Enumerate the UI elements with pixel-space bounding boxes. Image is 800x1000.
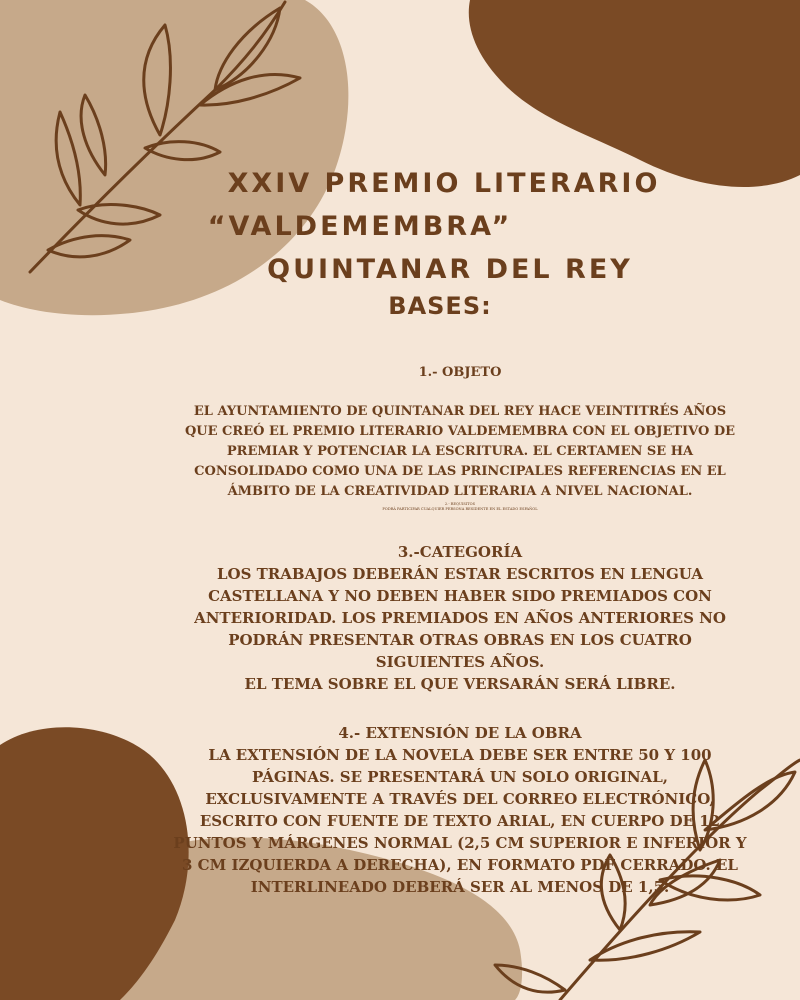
section-categoria	[150, 541, 770, 695]
title-line-3: QUINTANAR DEL REY	[267, 254, 633, 285]
body-line: QUE CREÓ EL PREMIO LITERARIO VALDEMEMBRA CON EL OBJETIVO DE	[184, 424, 736, 439]
body-line: PODRÁN PRESENTAR OTRAS OBRAS EN LOS CUATRO	[228, 631, 692, 649]
body-line: 3 CM IZQUIERDA A DERECHA), EN FORMATO PDF CERRADO. EL	[182, 856, 738, 874]
body-line: CONSOLIDADO COMO UNA DE LAS PRINCIPALES REFERENCIAS EN EL	[194, 464, 726, 479]
section-extension-heading: 4.- EXTENSIÓN DE LA OBRA	[338, 724, 582, 742]
body-line: EL TEMA SOBRE EL QUE VERSARÁN SERÁ LIBRE.	[244, 675, 676, 693]
body-line: EL AYUNTAMIENTO DE QUINTANAR DEL REY HACE VEINTITRÉS AÑOS	[193, 404, 727, 419]
section-requisitos	[150, 502, 770, 512]
body-line: LOS TRABAJOS DEBERÁN ESTAR ESCRITOS EN LENGUA	[216, 565, 704, 583]
section-requisitos-heading: 2.- REQUISITOS	[444, 502, 476, 506]
body-line: PODRÁ PARTICIPAR CUALQUIER PERSONA RESIDENTE EN EL ESTADO ESPAÑOL	[382, 507, 538, 511]
section-objeto-heading: 1.- OBJETO	[418, 365, 502, 380]
section-objeto-body	[150, 402, 770, 502]
bases-heading: BASES:	[388, 292, 492, 320]
body-line: CASTELLANA Y NO DEBEN HABER SIDO PREMIADOS CON	[208, 587, 712, 605]
body-line: LA EXTENSIÓN DE LA NOVELA DEBE SER ENTRE 50 Y 100	[208, 746, 712, 764]
title-line-1: XXIV PREMIO LITERARIO	[227, 168, 661, 199]
body-line: PÁGINAS. SE PRESENTARÁ UN SOLO ORIGINAL,	[252, 768, 668, 786]
body-line: ÁMBITO DE LA CREATIVIDAD LITERARIA A NIVEL NACIONAL.	[227, 484, 693, 499]
body-line: PUNTOS Y MÁRGENES NORMAL (2,5 CM SUPERIOR E INFERIOR Y	[173, 834, 747, 852]
body-line: PREMIAR Y POTENCIAR LA ESCRITURA. EL CERTAMEN SE HA	[226, 444, 694, 459]
section-extension	[150, 722, 770, 898]
body-line: ANTERIORIDAD. LOS PREMIADOS EN AÑOS ANTERIORES NO	[194, 609, 726, 627]
body-line: ESCRITO CON FUENTE DE TEXTO ARIAL, EN CUERPO DE 12	[199, 812, 721, 830]
body-line: SIGUIENTES AÑOS.	[375, 653, 545, 671]
section-categoria-heading: 3.-CATEGORÍA	[397, 543, 523, 561]
body-line: INTERLINEADO DEBERÁ SER AL MENOS DE 1,5.	[250, 878, 670, 896]
title-line-2: “VALDEMEMBRA”	[207, 211, 513, 242]
body-line: EXCLUSIVAMENTE A TRAVÉS DEL CORREO ELECTRÓNICO,	[205, 790, 715, 808]
